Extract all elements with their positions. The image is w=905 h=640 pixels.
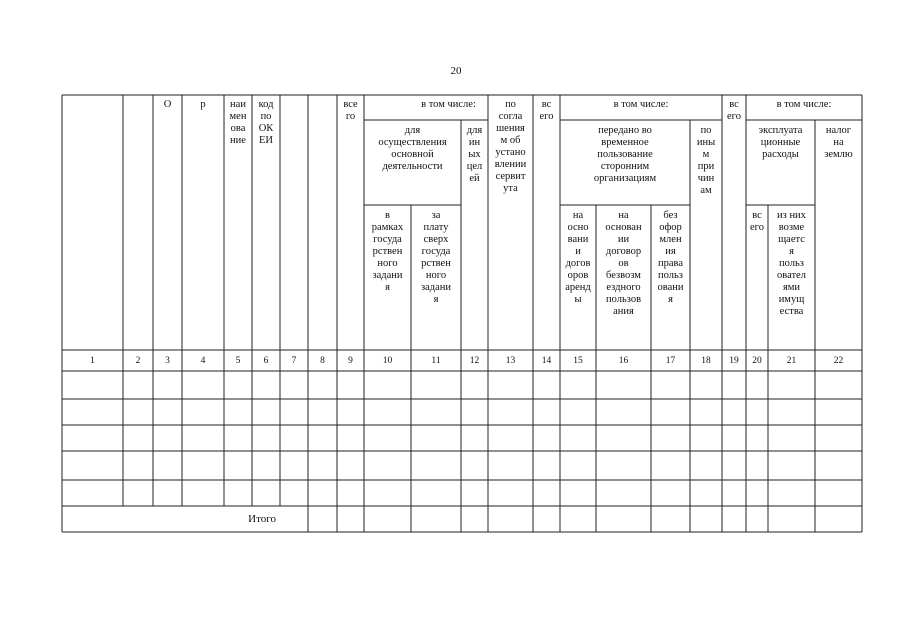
header-cell-g2a: передано во временное пользование сторонним организациям: [593, 125, 657, 184]
header-cell-g3a: эксплуата ционные расходы: [758, 125, 803, 160]
column-number: 7: [291, 356, 297, 366]
header-cell-c17: без офор млен ия права польз овани я: [657, 210, 684, 305]
column-number: 18: [701, 356, 711, 366]
column-number: 1: [90, 356, 95, 366]
column-number: 21: [786, 356, 797, 366]
column-number: 2: [135, 356, 141, 366]
header-cell-g2: в том числе:: [613, 99, 669, 110]
column-number: 14: [541, 356, 552, 366]
header-cell-c3: О: [163, 99, 172, 110]
header-cell-c19: вс его: [727, 99, 741, 122]
header-cell-c4: р: [200, 99, 206, 110]
column-number: 11: [431, 356, 441, 366]
column-number: 3: [165, 356, 170, 366]
header-cell-c18: по ины м при чин ам: [696, 125, 716, 196]
header-cell-c14: вс его: [539, 99, 554, 122]
header-cell-c16: на основан ии договор ов безвозм ездного пользов ания: [605, 210, 642, 317]
column-number: 19: [729, 356, 739, 366]
column-number: 16: [618, 356, 629, 366]
column-number: 17: [665, 356, 676, 366]
column-number: 6: [263, 356, 269, 366]
column-number: 22: [833, 356, 844, 366]
page-number: 20: [450, 65, 462, 77]
total-row-label: Итого: [248, 513, 276, 525]
header-cell-c13: по согла шения м об устано влении сервит ута: [494, 99, 527, 194]
header-cell-c15: на осно вани и догов оров аренд ы: [565, 210, 591, 305]
header-cell-c21: из них возме щаетс я польз овател ями имущ ества: [777, 210, 806, 317]
column-number: 4: [200, 356, 206, 366]
header-cell-c20: вс его: [750, 210, 764, 233]
header-cell-c6: код по ОК ЕИ: [258, 99, 274, 146]
column-number: 20: [752, 356, 762, 366]
header-cell-g1: в том числе:: [421, 99, 476, 110]
column-number: 10: [382, 356, 393, 366]
column-number: 8: [320, 356, 325, 366]
column-number: 15: [573, 356, 583, 366]
header-cell-g3: в том числе:: [776, 99, 832, 110]
column-number: 12: [469, 356, 480, 366]
header-cell-c22: налог на землю: [824, 125, 853, 160]
header-cell-c5: наи мен ова ние: [229, 99, 247, 146]
header-cell-c9: все го: [343, 99, 358, 122]
header-cell-c11: за плату сверх госуда рствен ного задани я: [420, 210, 452, 305]
header-cell-c12: для ин ых цел ей: [466, 125, 483, 184]
column-number: 9: [348, 356, 353, 366]
column-number: 5: [235, 356, 241, 366]
header-cell-g1a: для осуществления основной деятельности: [378, 125, 447, 172]
column-number: 13: [505, 356, 516, 366]
header-cell-c10: в рамках госуда рствен ного задани я: [371, 210, 404, 293]
